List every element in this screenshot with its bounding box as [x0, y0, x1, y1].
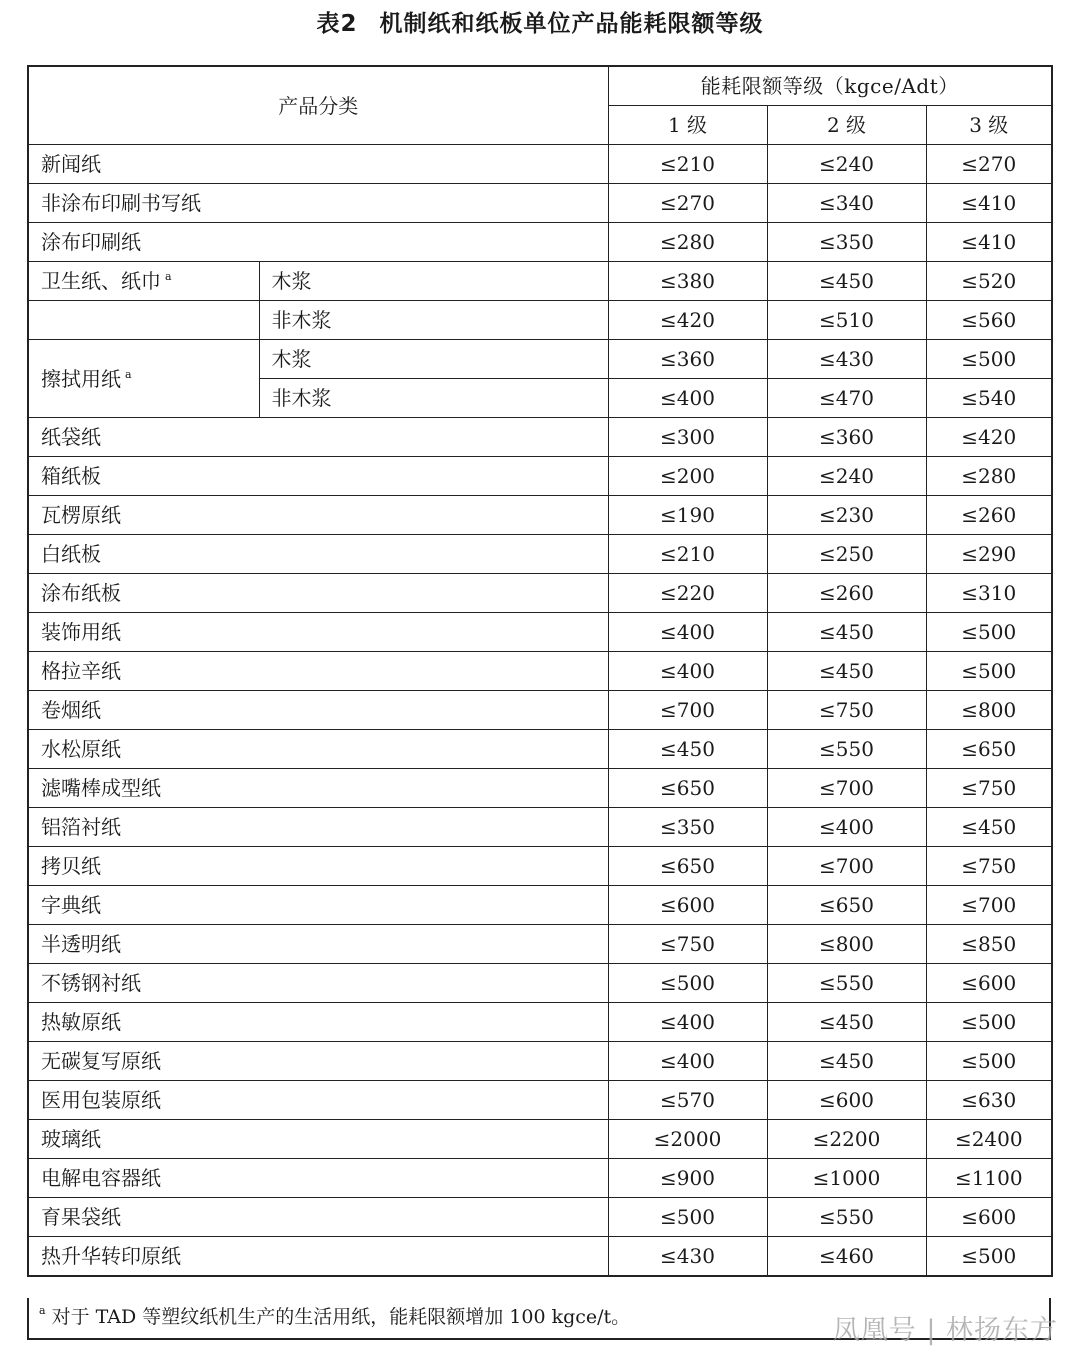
table-row — [28, 691, 1052, 730]
grade-1-value: ≤500 — [608, 1198, 767, 1237]
grade-3-value: ≤800 — [926, 691, 1052, 730]
grade-2-value: ≤240 — [767, 145, 926, 184]
grade-1-value: ≤900 — [608, 1159, 767, 1198]
grade-1-value: ≤750 — [608, 925, 767, 964]
category-header: 产品分类 — [28, 66, 608, 145]
grade-3-value: ≤410 — [926, 223, 1052, 262]
grade-1-value: ≤360 — [608, 340, 767, 379]
grade-2-value: ≤450 — [767, 652, 926, 691]
product-name: 拷贝纸 — [28, 847, 608, 886]
table-row — [28, 964, 1052, 1003]
product-name: 不锈钢衬纸 — [28, 964, 608, 1003]
grade-2-value: ≤450 — [767, 1042, 926, 1081]
product-name: 玻璃纸 — [28, 1120, 608, 1159]
grade-1-value: ≤400 — [608, 652, 767, 691]
product-name: 非涂布印刷书写纸 — [28, 184, 608, 223]
grade-2-value: ≤360 — [767, 418, 926, 457]
grade-1-value: ≤600 — [608, 886, 767, 925]
grade-3-value: ≤500 — [926, 340, 1052, 379]
product-name: 电解电容器纸 — [28, 1159, 608, 1198]
grade-3-value: ≤500 — [926, 613, 1052, 652]
grade-3-value: ≤650 — [926, 730, 1052, 769]
grade-3-value: ≤560 — [926, 301, 1052, 340]
grade-2-value: ≤1000 — [767, 1159, 926, 1198]
table-row — [28, 418, 1052, 457]
table-number: 表2 — [316, 11, 358, 37]
table-row — [28, 769, 1052, 808]
grade-3-header: 3 级 — [926, 106, 1052, 145]
energy-limit-table — [27, 65, 1053, 1277]
product-name-text: 擦拭用纸 — [41, 366, 121, 391]
grade-2-header: 2 级 — [767, 106, 926, 145]
grade-2-value: ≤400 — [767, 808, 926, 847]
pulp-type: 木浆 — [259, 340, 608, 379]
product-name: 白纸板 — [28, 535, 608, 574]
grade-2-value: ≤240 — [767, 457, 926, 496]
table-row — [28, 340, 1052, 379]
product-name: 热敏原纸 — [28, 1003, 608, 1042]
grade-3-value: ≤420 — [926, 418, 1052, 457]
grade-1-value: ≤400 — [608, 1003, 767, 1042]
product-name: 涂布纸板 — [28, 574, 608, 613]
grade-2-value: ≤230 — [767, 496, 926, 535]
grade-3-value: ≤450 — [926, 808, 1052, 847]
grade-2-value: ≤700 — [767, 769, 926, 808]
grade-2-value: ≤460 — [767, 1237, 926, 1277]
table-row — [28, 730, 1052, 769]
energy-grade-header: 能耗限额等级（kgce/Adt） — [608, 66, 1052, 106]
grade-3-value: ≤280 — [926, 457, 1052, 496]
grade-3-value: ≤750 — [926, 769, 1052, 808]
product-name: 瓦楞原纸 — [28, 496, 608, 535]
table-row — [28, 613, 1052, 652]
grade-3-value: ≤270 — [926, 145, 1052, 184]
grade-1-value: ≤2000 — [608, 1120, 767, 1159]
table-row — [28, 535, 1052, 574]
grade-2-value: ≤450 — [767, 262, 926, 301]
grade-1-value: ≤430 — [608, 1237, 767, 1277]
grade-1-value: ≤220 — [608, 574, 767, 613]
grade-3-value: ≤600 — [926, 964, 1052, 1003]
grade-1-value: ≤570 — [608, 1081, 767, 1120]
grade-3-value: ≤500 — [926, 1042, 1052, 1081]
grade-1-value: ≤210 — [608, 535, 767, 574]
grade-2-value: ≤550 — [767, 964, 926, 1003]
product-name: 卷烟纸 — [28, 691, 608, 730]
page-title — [0, 6, 1080, 42]
grade-2-value: ≤510 — [767, 301, 926, 340]
table-row — [28, 145, 1052, 184]
grade-1-value: ≤350 — [608, 808, 767, 847]
grade-2-value: ≤800 — [767, 925, 926, 964]
grade-1-value: ≤380 — [608, 262, 767, 301]
grade-2-value: ≤250 — [767, 535, 926, 574]
table-row — [28, 223, 1052, 262]
footnote-mark: a — [125, 367, 132, 381]
grade-2-value: ≤430 — [767, 340, 926, 379]
grade-2-value: ≤700 — [767, 847, 926, 886]
table-row — [28, 1159, 1052, 1198]
product-name: 铝箔衬纸 — [28, 808, 608, 847]
grade-2-value: ≤450 — [767, 613, 926, 652]
grade-2-value: ≤600 — [767, 1081, 926, 1120]
grade-3-value: ≤1100 — [926, 1159, 1052, 1198]
product-name: 热升华转印原纸 — [28, 1237, 608, 1277]
grade-1-value: ≤650 — [608, 769, 767, 808]
footnote-mark: a — [39, 1304, 46, 1317]
product-name-text: 卫生纸、纸巾 — [41, 269, 161, 293]
table-row — [28, 574, 1052, 613]
table-row — [28, 652, 1052, 691]
pulp-type: 非木浆 — [259, 379, 608, 418]
grade-3-value: ≤520 — [926, 262, 1052, 301]
table-row — [28, 1120, 1052, 1159]
product-name: 新闻纸 — [28, 145, 608, 184]
product-name — [28, 301, 259, 340]
table-body — [28, 145, 1052, 1277]
table-row — [28, 496, 1052, 535]
grade-3-value: ≤600 — [926, 1198, 1052, 1237]
table-row — [28, 808, 1052, 847]
product-name — [28, 340, 259, 418]
grade-2-value: ≤470 — [767, 379, 926, 418]
grade-3-value: ≤410 — [926, 184, 1052, 223]
table-row — [28, 262, 1052, 301]
product-name: 装饰用纸 — [28, 613, 608, 652]
grade-2-value: ≤350 — [767, 223, 926, 262]
grade-2-value: ≤450 — [767, 1003, 926, 1042]
grade-1-value: ≤400 — [608, 379, 767, 418]
product-name — [28, 262, 259, 301]
grade-1-value: ≤500 — [608, 964, 767, 1003]
product-name: 箱纸板 — [28, 457, 608, 496]
product-name: 字典纸 — [28, 886, 608, 925]
grade-1-value: ≤300 — [608, 418, 767, 457]
table-row — [28, 1042, 1052, 1081]
pulp-type: 木浆 — [259, 262, 608, 301]
grade-3-value: ≤630 — [926, 1081, 1052, 1120]
pulp-type: 非木浆 — [259, 301, 608, 340]
product-name: 半透明纸 — [28, 925, 608, 964]
table-row — [28, 1237, 1052, 1277]
table-row — [28, 1081, 1052, 1120]
grade-1-value: ≤400 — [608, 613, 767, 652]
grade-3-value: ≤500 — [926, 1237, 1052, 1277]
footnote-mark: a — [165, 270, 172, 283]
grade-3-value: ≤500 — [926, 652, 1052, 691]
grade-3-value: ≤540 — [926, 379, 1052, 418]
grade-1-value: ≤210 — [608, 145, 767, 184]
grade-3-value: ≤260 — [926, 496, 1052, 535]
product-name: 纸袋纸 — [28, 418, 608, 457]
grade-1-value: ≤700 — [608, 691, 767, 730]
grade-3-value: ≤500 — [926, 1003, 1052, 1042]
product-name: 水松原纸 — [28, 730, 608, 769]
product-name: 滤嘴棒成型纸 — [28, 769, 608, 808]
grade-1-value: ≤650 — [608, 847, 767, 886]
footnote-text: 对于 TAD 等塑纹纸机生产的生活用纸，能耗限额增加 100 kgce/t。 — [51, 1306, 631, 1328]
grade-3-value: ≤290 — [926, 535, 1052, 574]
watermark: 凤凰号 | 林扬东方 — [832, 1315, 1058, 1346]
grade-2-value: ≤550 — [767, 1198, 926, 1237]
grade-1-value: ≤420 — [608, 301, 767, 340]
table-row — [28, 1198, 1052, 1237]
grade-2-value: ≤650 — [767, 886, 926, 925]
table-row — [28, 886, 1052, 925]
grade-3-value: ≤750 — [926, 847, 1052, 886]
table-row — [28, 847, 1052, 886]
product-name: 涂布印刷纸 — [28, 223, 608, 262]
grade-2-value: ≤260 — [767, 574, 926, 613]
grade-2-value: ≤2200 — [767, 1120, 926, 1159]
table-row — [28, 1003, 1052, 1042]
grade-2-value: ≤550 — [767, 730, 926, 769]
grade-1-value: ≤400 — [608, 1042, 767, 1081]
grade-1-value: ≤280 — [608, 223, 767, 262]
grade-1-value: ≤270 — [608, 184, 767, 223]
product-name: 无碳复写原纸 — [28, 1042, 608, 1081]
table-title-text: 机制纸和纸板单位产品能耗限额等级 — [379, 11, 764, 37]
grade-3-value: ≤2400 — [926, 1120, 1052, 1159]
grade-2-value: ≤750 — [767, 691, 926, 730]
grade-1-value: ≤450 — [608, 730, 767, 769]
grade-3-value: ≤700 — [926, 886, 1052, 925]
grade-3-value: ≤310 — [926, 574, 1052, 613]
table-row — [28, 301, 1052, 340]
table-row — [28, 925, 1052, 964]
table-row — [28, 457, 1052, 496]
table-row — [28, 184, 1052, 223]
grade-1-value: ≤200 — [608, 457, 767, 496]
product-name: 格拉辛纸 — [28, 652, 608, 691]
grade-1-value: ≤190 — [608, 496, 767, 535]
grade-2-value: ≤340 — [767, 184, 926, 223]
grade-1-header: 1 级 — [608, 106, 767, 145]
product-name: 医用包装原纸 — [28, 1081, 608, 1120]
grade-3-value: ≤850 — [926, 925, 1052, 964]
table-header — [28, 66, 1052, 145]
product-name: 育果袋纸 — [28, 1198, 608, 1237]
